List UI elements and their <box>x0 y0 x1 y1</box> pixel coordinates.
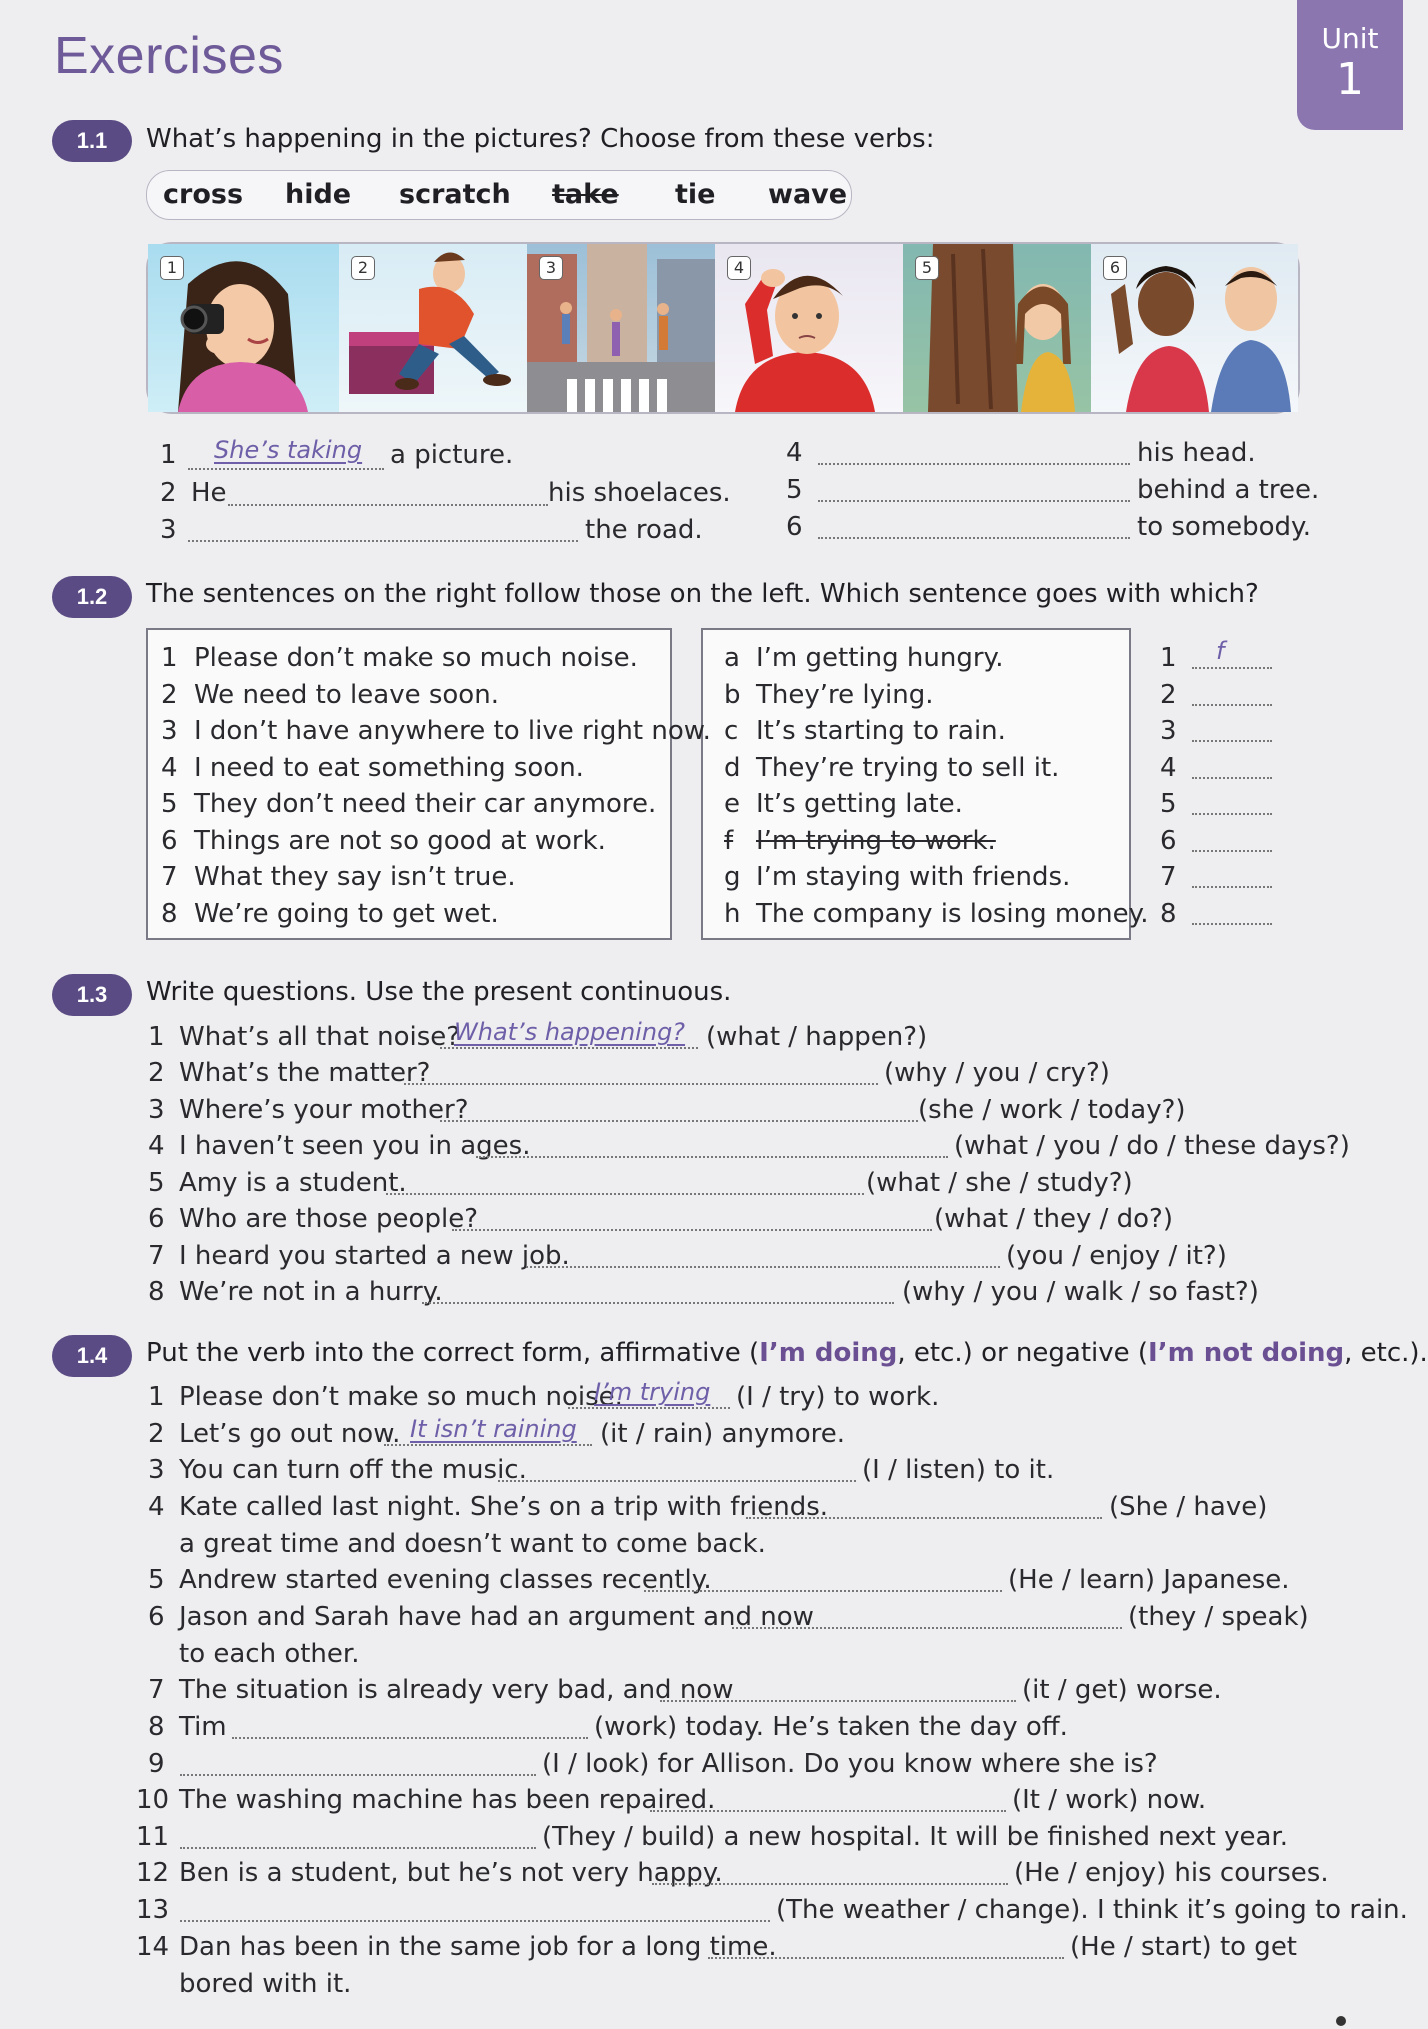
page-corner-mark <box>1336 2016 1346 2026</box>
answer-number: 2 <box>1160 680 1177 710</box>
item-prompt: I heard you started a new job. <box>179 1241 570 1271</box>
item-cue: (what / she / study?) <box>866 1168 1133 1198</box>
example-answer: It isn’t raining <box>410 1415 577 1443</box>
item-cue: (He / start) to get <box>1070 1932 1298 1962</box>
answer-blank[interactable] <box>1192 704 1272 706</box>
answer-number: 6 <box>1160 826 1177 856</box>
item-number: 2 <box>148 1058 165 1088</box>
item-cue: (what / happen?) <box>706 1022 928 1052</box>
right-item-text: I’m trying to work. <box>756 826 996 856</box>
item-number: 6 <box>148 1602 165 1632</box>
answer-blank[interactable] <box>818 537 1130 539</box>
answer-blank[interactable] <box>818 500 1130 502</box>
item-number: 12 <box>136 1858 170 1888</box>
answer-blank[interactable] <box>180 1847 536 1849</box>
picture-number: 4 <box>727 256 751 280</box>
item-cue: (He / learn) Japanese. <box>1008 1565 1290 1595</box>
exercise-badge-1-4: 1.4 <box>52 1335 132 1377</box>
heading-bold: I’m doing <box>759 1338 898 1368</box>
answer-blank[interactable] <box>818 463 1130 465</box>
heading-bold: I’m not doing <box>1148 1338 1345 1368</box>
left-item-text: I don’t have anywhere to live right now. <box>194 716 711 746</box>
item-cue: (what / they / do?) <box>934 1204 1174 1234</box>
answer-number: 1 <box>1160 643 1177 673</box>
exercise-badge-1-3: 1.3 <box>52 974 132 1016</box>
answer-blank[interactable] <box>1192 923 1272 925</box>
left-item-text: Please don’t make so much noise. <box>194 643 638 673</box>
answer-blank[interactable] <box>652 1883 1008 1885</box>
answer-blank[interactable] <box>440 1047 698 1049</box>
answer-blank[interactable] <box>1192 777 1272 779</box>
item-number: 4 <box>148 1492 165 1522</box>
item-number: 6 <box>148 1204 165 1234</box>
item-text: Let’s go out now. <box>179 1419 401 1449</box>
item-cue: (work) today. He’s taken the day off. <box>594 1712 1068 1742</box>
left-sentences-box <box>146 628 672 940</box>
item-prompt: What’s the matter? <box>179 1058 431 1088</box>
item-number: 4 <box>786 438 803 468</box>
right-item-letter: d <box>724 753 741 783</box>
unit-tab-word: Unit <box>1321 22 1379 55</box>
example-answer: She’s taking <box>214 436 363 464</box>
answer-blank[interactable] <box>746 1517 1102 1519</box>
item-text: behind a tree. <box>1137 475 1320 505</box>
item-number: 9 <box>148 1749 165 1779</box>
left-item-number: 1 <box>161 643 178 673</box>
left-item-text: We need to leave soon. <box>194 680 499 710</box>
item-number: 14 <box>136 1932 170 1962</box>
example-answer: I’m trying <box>594 1378 711 1406</box>
page-title: Exercises <box>54 27 284 85</box>
answer-blank[interactable] <box>660 1700 1016 1702</box>
item-number: 7 <box>148 1675 165 1705</box>
item-text: his shoelaces. <box>548 478 731 508</box>
picture-strip <box>146 242 1300 414</box>
answer-blank[interactable] <box>1192 813 1272 815</box>
right-item-text: It’s getting late. <box>756 789 963 819</box>
item-number: 4 <box>148 1131 165 1161</box>
picture-number: 6 <box>1103 256 1127 280</box>
answer-blank[interactable] <box>228 504 548 506</box>
item-continuation: a great time and doesn’t want to come back. <box>179 1529 766 1559</box>
picture-number: 3 <box>539 256 563 280</box>
answer-blank[interactable] <box>386 1193 864 1195</box>
right-sentences-box <box>701 628 1131 940</box>
right-item-letter: g <box>724 862 741 892</box>
example-answer: f <box>1216 637 1225 665</box>
item-text: a picture. <box>390 440 514 470</box>
unit-tab <box>1297 0 1403 130</box>
item-prompt: Who are those people? <box>179 1204 478 1234</box>
verb-tie: tie <box>675 179 716 210</box>
item-text: to somebody. <box>1137 512 1312 542</box>
answer-blank[interactable] <box>476 1156 948 1158</box>
answer-blank[interactable] <box>708 1957 1064 1959</box>
exercise-badge-1-1: 1.1 <box>52 120 132 162</box>
item-cue: (she / work / today?) <box>918 1095 1186 1125</box>
picture-woman-camera <box>148 244 339 412</box>
answer-blank[interactable] <box>644 1590 1002 1592</box>
left-item-number: 5 <box>161 789 178 819</box>
item-text: Tim <box>179 1712 227 1742</box>
right-item-text: It’s starting to rain. <box>756 716 1006 746</box>
item-number: 7 <box>148 1241 165 1271</box>
item-text: The washing machine has been repaired. <box>179 1785 716 1815</box>
item-number: 6 <box>786 512 803 542</box>
answer-blank[interactable] <box>568 1407 730 1409</box>
exercise-heading-1-1: What’s happening in the pictures? Choose from these verbs: <box>146 124 935 154</box>
item-cue: (it / rain) anymore. <box>600 1419 845 1449</box>
answer-blank[interactable] <box>404 1083 878 1085</box>
verb-hide: hide <box>285 179 352 210</box>
item-text: his head. <box>1137 438 1256 468</box>
item-cue: (why / you / walk / so fast?) <box>902 1277 1259 1307</box>
answer-number: 5 <box>1160 789 1177 819</box>
item-number: 13 <box>136 1895 170 1925</box>
answer-blank[interactable] <box>180 1920 770 1922</box>
left-item-number: 4 <box>161 753 178 783</box>
answer-blank[interactable] <box>188 540 578 542</box>
item-number: 5 <box>786 475 803 505</box>
item-number: 1 <box>160 440 177 470</box>
exercise-heading-1-2: The sentences on the right follow those on the left. Which sentence goes with which? <box>146 579 1259 609</box>
exercise-heading-1-4 <box>146 1338 1428 1368</box>
right-item-letter: h <box>724 899 741 929</box>
answer-blank[interactable] <box>1192 850 1272 852</box>
right-item-text: They’re trying to sell it. <box>756 753 1060 783</box>
heading-text: , etc.). <box>1344 1338 1428 1368</box>
item-cue: (I / look) for Allison. Do you know where she is? <box>542 1749 1158 1779</box>
item-number: 3 <box>160 515 177 545</box>
left-item-number: 7 <box>161 862 178 892</box>
item-text: You can turn off the music. <box>179 1455 527 1485</box>
left-item-text: I need to eat something soon. <box>194 753 584 783</box>
answer-blank[interactable] <box>526 1266 1000 1268</box>
answer-blank[interactable] <box>422 1302 894 1304</box>
item-text: the road. <box>585 515 703 545</box>
item-text: Andrew started evening classes recently. <box>179 1565 712 1595</box>
verb-scratch: scratch <box>399 179 511 210</box>
exercise-badge-1-2: 1.2 <box>52 576 132 618</box>
item-cue: (it / get) worse. <box>1022 1675 1222 1705</box>
right-item-letter: b <box>724 680 741 710</box>
item-cue: (She / have) <box>1109 1492 1268 1522</box>
item-prompt: We’re not in a hurry. <box>179 1277 443 1307</box>
answer-blank[interactable] <box>732 1627 1122 1629</box>
left-item-text: Things are not so good at work. <box>194 826 606 856</box>
item-text: Kate called last night. She’s on a trip with friends. <box>179 1492 829 1522</box>
answer-blank[interactable] <box>180 1774 536 1776</box>
item-cue: (why / you / cry?) <box>884 1058 1110 1088</box>
answer-blank[interactable] <box>498 1480 856 1482</box>
picture-hiding-tree <box>903 244 1091 412</box>
picture-number: 2 <box>351 256 375 280</box>
item-prompt: Amy is a student. <box>179 1168 407 1198</box>
item-cue: (they / speak) <box>1128 1602 1309 1632</box>
right-item-letter: e <box>724 789 740 819</box>
picture-number: 1 <box>160 256 184 280</box>
item-prompt: I haven’t seen you in ages. <box>179 1131 531 1161</box>
answer-blank[interactable] <box>440 1120 918 1122</box>
item-prompt: Where’s your mother? <box>179 1095 469 1125</box>
answer-blank[interactable] <box>452 1229 932 1231</box>
answer-blank[interactable] <box>1192 667 1272 669</box>
right-item-text: They’re lying. <box>756 680 934 710</box>
verb-cross: cross <box>163 179 244 210</box>
item-prompt: What’s all that noise? <box>179 1022 461 1052</box>
item-cue: (They / build) a new hospital. It will be finished next year. <box>542 1822 1288 1852</box>
right-item-letter: a <box>724 643 740 673</box>
left-item-number: 8 <box>161 899 178 929</box>
heading-text: , etc.) or negative ( <box>897 1338 1149 1368</box>
right-item-letter: c <box>724 716 739 746</box>
item-number: 11 <box>136 1822 170 1852</box>
left-item-number: 6 <box>161 826 178 856</box>
exercise-heading-1-3: Write questions. Use the present continuous. <box>146 977 732 1007</box>
item-cue: (what / you / do / these days?) <box>954 1131 1350 1161</box>
item-text: Please don’t make so much noise. <box>179 1382 623 1412</box>
right-item-text: The company is losing money. <box>756 899 1149 929</box>
right-item-text: I’m staying with friends. <box>756 862 1071 892</box>
picture-number: 5 <box>915 256 939 280</box>
example-answer: What’s happening? <box>454 1018 686 1046</box>
answer-number: 8 <box>1160 899 1177 929</box>
item-number: 10 <box>136 1785 170 1815</box>
item-number: 3 <box>148 1455 165 1485</box>
left-item-number: 2 <box>161 680 178 710</box>
picture-waving <box>1091 244 1298 412</box>
left-item-text: They don’t need their car anymore. <box>194 789 657 819</box>
item-text: The situation is already very bad, and now <box>179 1675 734 1705</box>
item-cue: (He / enjoy) his courses. <box>1014 1858 1329 1888</box>
verb-wave: wave <box>768 179 848 210</box>
right-item-letter: f <box>724 826 734 856</box>
item-number: 2 <box>160 478 177 508</box>
item-cue: (I / try) to work. <box>736 1382 940 1412</box>
item-number: 8 <box>148 1277 165 1307</box>
item-continuation: to each other. <box>179 1639 360 1669</box>
left-item-number: 3 <box>161 716 178 746</box>
item-number: 5 <box>148 1168 165 1198</box>
item-number: 3 <box>148 1095 165 1125</box>
item-text: Ben is a student, but he’s not very happy. <box>179 1858 723 1888</box>
answer-blank[interactable] <box>384 1444 592 1446</box>
heading-text: Put the verb into the correct form, affirmative ( <box>146 1338 760 1368</box>
left-item-text: We’re going to get wet. <box>194 899 499 929</box>
item-text: Dan has been in the same job for a long time. <box>179 1932 777 1962</box>
item-number: 2 <box>148 1419 165 1449</box>
item-text: Jason and Sarah have had an argument and now <box>179 1602 814 1632</box>
unit-tab-number: 1 <box>1336 54 1364 105</box>
item-text: He <box>191 478 227 508</box>
answer-blank[interactable] <box>650 1810 1006 1812</box>
answer-number: 7 <box>1160 862 1177 892</box>
item-cue: (I / listen) to it. <box>862 1455 1055 1485</box>
verb-take-struck: take <box>552 179 619 210</box>
answer-blank[interactable] <box>232 1737 588 1739</box>
left-item-text: What they say isn’t true. <box>194 862 516 892</box>
item-continuation: bored with it. <box>179 1969 352 1999</box>
answer-blank[interactable] <box>1192 740 1272 742</box>
answer-blank[interactable] <box>188 468 384 470</box>
answer-blank[interactable] <box>1192 886 1272 888</box>
answer-number: 4 <box>1160 753 1177 783</box>
item-number: 1 <box>148 1382 165 1412</box>
item-number: 8 <box>148 1712 165 1742</box>
item-number: 1 <box>148 1022 165 1052</box>
picture-road-crossing <box>527 244 715 412</box>
picture-man-shoelace <box>339 244 527 412</box>
right-item-text: I’m getting hungry. <box>756 643 1004 673</box>
answer-number: 3 <box>1160 716 1177 746</box>
item-number: 5 <box>148 1565 165 1595</box>
item-cue: (you / enjoy / it?) <box>1006 1241 1227 1271</box>
picture-man-scratching <box>715 244 903 412</box>
item-cue: (The weather / change). I think it’s going to rain. <box>776 1895 1408 1925</box>
item-cue: (It / work) now. <box>1012 1785 1207 1815</box>
